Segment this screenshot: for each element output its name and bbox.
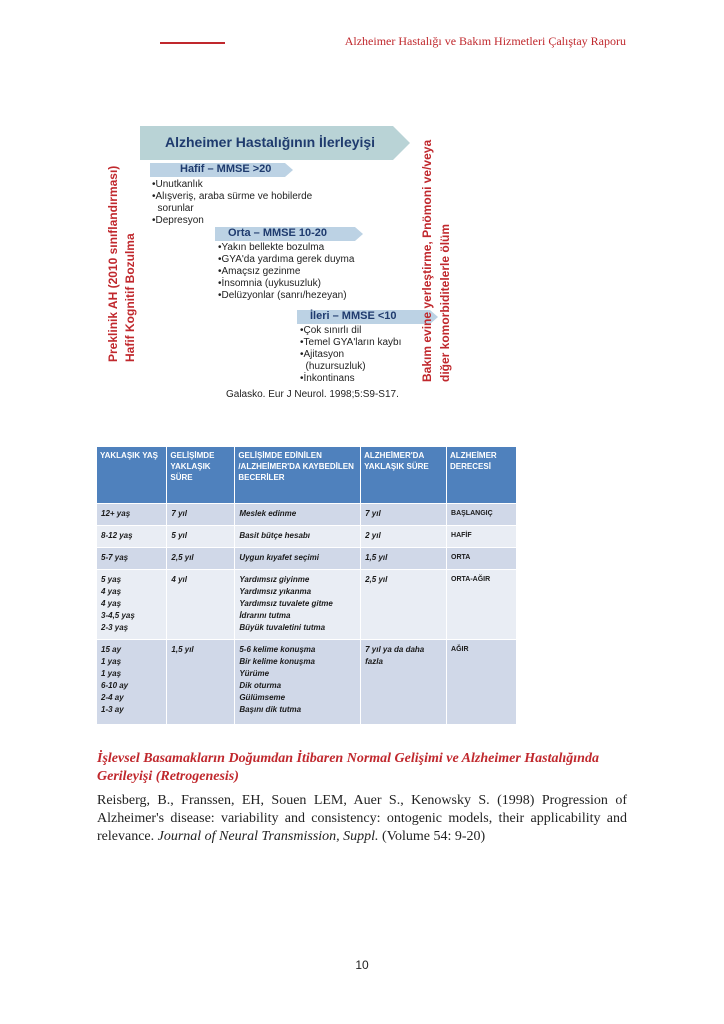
cell-age: 15 ay 1 yaş 1 yaş 6-10 ay 2-4 ay 1-3 ay (97, 640, 167, 724)
symptom: •Unutkanlık (152, 179, 203, 190)
left-label-mci: Hafif Kognitif Bozulma (123, 233, 137, 362)
symptom: •GYA'da yardıma gerek duyma (218, 254, 355, 265)
reference-text: Reisberg, B., Franssen, EH, Souen LEM, Auer S., Kenowsky S. (1998) Progression of Alzheimer's disease: variability and consistency: ontogenic models, their applicability and relevance. (97, 793, 627, 844)
header-title: Alzheimer Hastalığı ve Bakım Hizmetleri Çalıştay Raporu (344, 34, 626, 48)
cell-skills: 5-6 kelime konuşma Bir kelime konuşma Yürüme Dik oturma Gülümseme Başını dik tutma (235, 640, 361, 724)
figure-title: Alzheimer Hastalığının İlerleyişi (165, 134, 376, 150)
symptom: •İnsomnia (uykusuzluk) (218, 278, 321, 289)
cell-skills: Uygun kıyafet seçimi (235, 548, 361, 570)
retrogenesis-table (97, 447, 517, 724)
cell-dev: 5 yıl (167, 526, 235, 548)
cell-skills: Basit bütçe hesabı (235, 526, 361, 548)
col-header-dev-duration: GELİŞİMDE YAKLAŞIK SÜRE (167, 447, 235, 504)
cell-dev: 7 yıl (167, 504, 235, 526)
table-header-row (97, 447, 517, 504)
table-row (97, 570, 517, 640)
col-header-age: YAKLAŞIK YAŞ (97, 447, 167, 504)
cell-age: 5 yaş 4 yaş 4 yaş 3-4,5 yaş 2-3 yaş (97, 570, 167, 640)
cell-dev: 2,5 yıl (167, 548, 235, 570)
symptom: •Delüzyonlar (sanrı/hezeyan) (218, 290, 347, 301)
table-row (97, 640, 517, 724)
table-caption: İşlevsel Basamakların Doğumdan İtibaren Normal Gelişimi ve Alzheimer Hastalığında Gerileyişi (Retrogenesis) (97, 751, 599, 784)
reference-volume: (Volume 54: 9-20) (378, 829, 486, 844)
col-header-alz-duration: ALZHEİMER'DA YAKLAŞIK SÜRE (361, 447, 447, 504)
stage-label-severe: İleri – MMSE <10 (310, 310, 397, 322)
col-header-skills: GELİŞİMDE EDİNİLEN /ALZHEİMER'DA KAYBEDİLEN BECERİLER (235, 447, 361, 504)
cell-dev: 4 yıl (167, 570, 235, 640)
cell-degree: BAŞLANGIÇ (447, 504, 517, 526)
reference-journal: Journal of Neural Transmission, Suppl. (157, 829, 379, 844)
cell-skills: Yardımsız giyinme Yardımsız yıkanma Yardımsız tuvalete gitme İdrarını tutma Büyük tuvaletini tutma (235, 570, 361, 640)
cell-alz: 2 yıl (361, 526, 447, 548)
table-row (97, 504, 517, 526)
cell-alz: 7 yıl ya da daha fazla (361, 640, 447, 724)
cell-degree: ORTA-AĞIR (447, 570, 517, 640)
cell-degree: AĞIR (447, 640, 517, 724)
symptom: •Yakın bellekte bozulma (218, 242, 325, 253)
table-row (97, 526, 517, 548)
col-header-degree: ALZHEİMER DERECESİ (447, 447, 517, 504)
symptom: •Ajitasyon (300, 349, 345, 360)
cell-degree: ORTA (447, 548, 517, 570)
symptom: •Çok sınırlı dil (300, 325, 362, 336)
symptom: •İnkontinans (300, 373, 355, 384)
cell-age: 12+ yaş (97, 504, 167, 526)
stage-label-moderate: Orta – MMSE 10-20 (228, 227, 328, 239)
cell-alz: 2,5 yıl (361, 570, 447, 640)
cell-age: 5-7 yaş (97, 548, 167, 570)
symptom: •Temel GYA'ların kaybı (300, 337, 402, 348)
right-label-nursing: Bakım evine yerleştirme, Pnömoni ve/veya (420, 139, 434, 382)
cell-skills: Meslek edinme (235, 504, 361, 526)
page-number: 10 (355, 958, 369, 972)
reference (97, 792, 627, 846)
right-label-death: diğer komorbiditelerle ölüm (438, 223, 452, 382)
symptom: •Alışveriş, araba sürme ve hobilerde (152, 191, 313, 202)
cell-age: 8-12 yaş (97, 526, 167, 548)
table-row (97, 548, 517, 570)
cell-alz: 1,5 yıl (361, 548, 447, 570)
stage-label-mild: Hafif – MMSE >20 (180, 163, 272, 175)
cell-dev: 1,5 yıl (167, 640, 235, 724)
figure-citation: Galasko. Eur J Neurol. 1998;5:S9-S17. (226, 389, 399, 400)
symptom: sorunlar (152, 203, 194, 214)
cell-degree: HAFİF (447, 526, 517, 548)
left-label-preclinical: Preklinik AH (2010 sınıflandırması) (106, 165, 120, 362)
symptom: (huzursuzluk) (300, 361, 366, 372)
cell-alz: 7 yıl (361, 504, 447, 526)
symptom: •Depresyon (152, 215, 204, 226)
symptom: •Amaçsız gezinme (218, 266, 301, 277)
